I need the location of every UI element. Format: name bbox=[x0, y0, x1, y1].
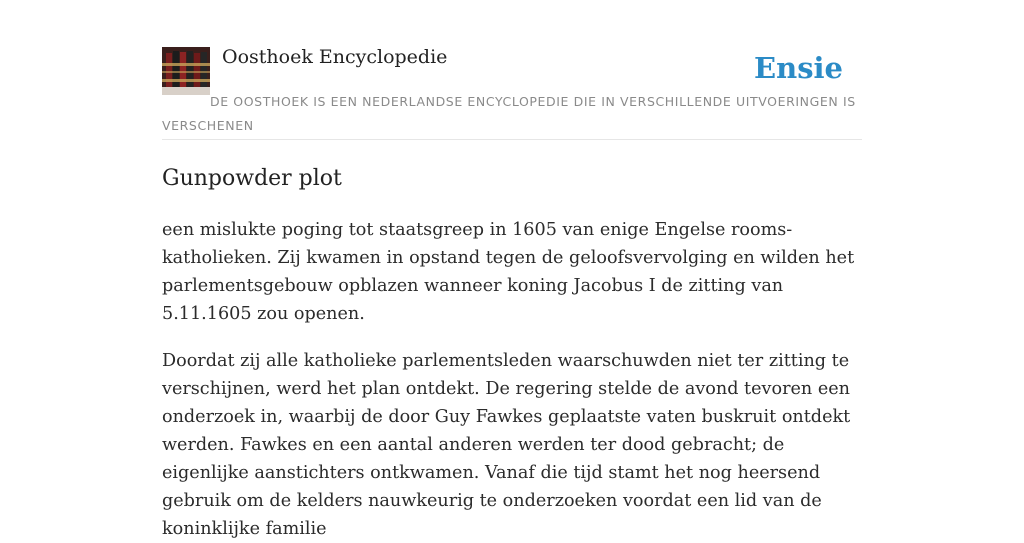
article-paragraph: een mislukte poging tot staatsgreep in 1605 van enige Engelse rooms-katholieken. Zij kwamen in opstand tegen de geloofsvervolging en wilden het parlementsgebouw opblazen wanneer koning Jacobus I de zitting van 5.11.1605 zou openen. bbox=[162, 220, 855, 324]
page bbox=[162, 0, 862, 543]
site-tagline: DE OOSTHOEK IS EEN NEDERLANDSE ENCYCLOPEDIE DIE IN VERSCHILLENDE UITVOERINGEN IS VERSCHENEN bbox=[162, 94, 856, 133]
article bbox=[162, 164, 862, 543]
article-title: Gunpowder plot bbox=[162, 166, 342, 191]
site-header bbox=[162, 0, 862, 140]
site-title[interactable]: Oosthoek Encyclopedie bbox=[222, 46, 448, 68]
brand-logo[interactable]: Ensie bbox=[754, 51, 843, 85]
article-paragraph: Doordat zij alle katholieke parlementsleden waarschuwden niet ter zitting te verschijnen, werd het plan ontdekt. De regering stelde de avond tevoren een onderzoek in, waarbij de door Guy Fawkes geplaatste vaten buskruit ontdekt werden. Fawkes en een aantal anderen werden ter dood gebracht; de eigenlijke aanstichters ontkwamen. Vanaf die tijd stamt het nog heersend gebruik om de kelders nauwkeurig te onderzoeken voordat een lid van de koninklijke familie bbox=[162, 351, 851, 539]
encyclopedia-books-icon[interactable] bbox=[162, 47, 210, 95]
